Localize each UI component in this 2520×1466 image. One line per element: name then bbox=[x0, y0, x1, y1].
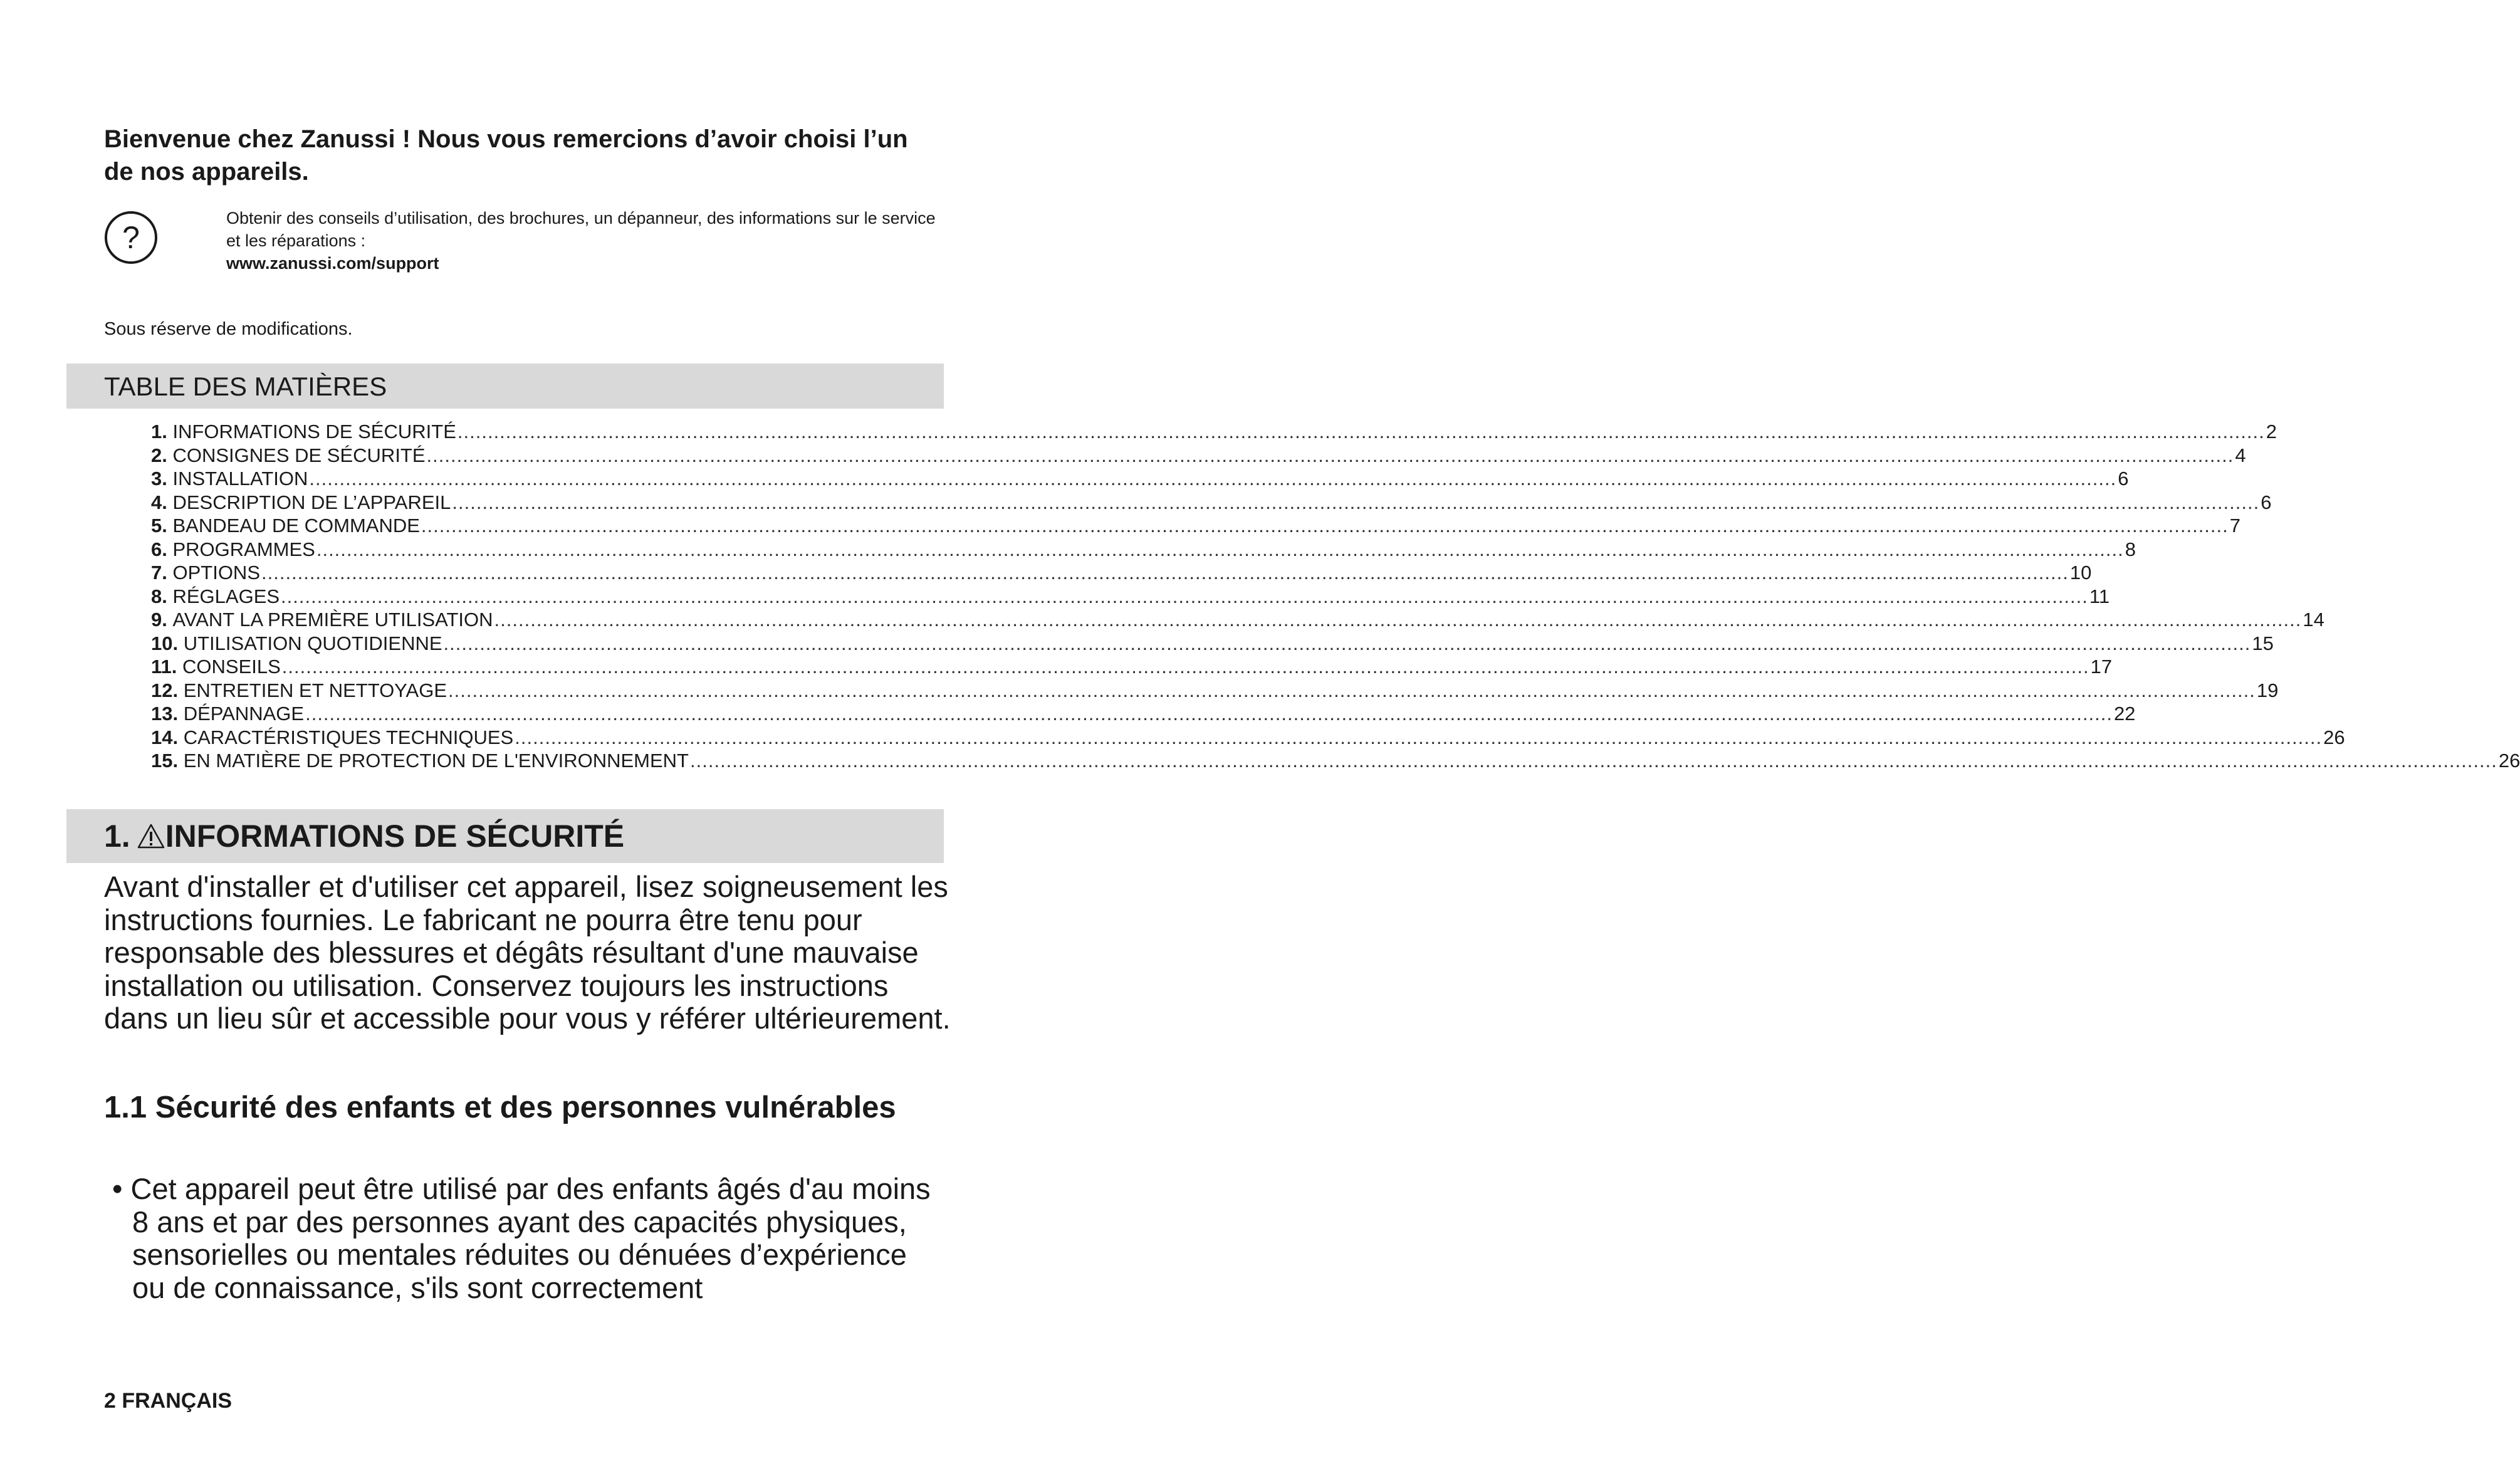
toc-entry-label: DÉPANNAGE bbox=[183, 703, 305, 725]
toc-entry-page: 6 bbox=[2118, 468, 2129, 490]
toc-entry-page: 19 bbox=[2256, 679, 2279, 701]
toc-entry-number: 13. bbox=[151, 703, 179, 725]
toc-leader-dots: ............................................................................................................................................................................................................................................................................................................ bbox=[281, 656, 2089, 678]
toc-entry-number: 2. bbox=[151, 444, 167, 466]
toc-entry-number: 4. bbox=[151, 491, 167, 513]
toc-entry[interactable] bbox=[151, 467, 2129, 491]
toc-entry-page: 22 bbox=[2113, 703, 2136, 725]
table-of-contents bbox=[151, 420, 2520, 773]
toc-entry-number: 14. bbox=[151, 726, 179, 748]
support-text: Obtenir des conseils d’utilisation, des brochures, un dépanneur, des informations sur le service et les réparations : bbox=[226, 209, 936, 250]
toc-entry-label: RÉGLAGES bbox=[172, 585, 280, 607]
list-item: • Cet appareil peut être utilisé par des enfants âgés d'au moins 8 ans et par des personnes ayant des capacités physiques, sensorielles ou mentales réduites ou dénuées d’expérience ou de connaissance, s'ils sont correctement bbox=[112, 1172, 931, 1304]
question-mark-icon bbox=[104, 211, 158, 264]
toc-leader-dots: ............................................................................................................................................................................................................................................................................................................ bbox=[457, 421, 2265, 442]
toc-header-band bbox=[66, 364, 944, 409]
toc-entry-number: 8. bbox=[151, 585, 167, 607]
toc-entry-page: 8 bbox=[2125, 538, 2136, 560]
toc-entry[interactable] bbox=[151, 608, 2324, 632]
toc-leader-dots: ............................................................................................................................................................................................................................................................................................................ bbox=[421, 515, 2229, 537]
toc-entry-number: 15. bbox=[151, 750, 179, 772]
toc-entry[interactable] bbox=[151, 749, 2520, 773]
toc-entry-page: 11 bbox=[2089, 585, 2110, 607]
toc-entry-number: 5. bbox=[151, 515, 167, 537]
toc-entry[interactable] bbox=[151, 655, 2113, 679]
support-link[interactable]: www.zanussi.com/support bbox=[226, 254, 439, 273]
section-title-text: INFORMATIONS DE SÉCURITÉ bbox=[165, 819, 625, 854]
toc-entry[interactable] bbox=[151, 561, 2092, 585]
toc-entry[interactable] bbox=[151, 444, 2246, 468]
toc-entry-label: DESCRIPTION DE L’APPAREIL bbox=[172, 491, 451, 513]
toc-entry-page: 26 bbox=[2323, 726, 2345, 748]
toc-entry-label: CONSIGNES DE SÉCURITÉ bbox=[172, 444, 426, 466]
toc-title: TABLE DES MATIÈRES bbox=[104, 372, 387, 401]
svg-text:?: ? bbox=[122, 220, 140, 255]
toc-entry-number: 7. bbox=[151, 562, 167, 584]
toc-leader-dots: ............................................................................................................................................................................................................................................................................................................ bbox=[281, 585, 2088, 607]
toc-entry-page: 2 bbox=[2266, 421, 2277, 442]
toc-entry[interactable] bbox=[151, 632, 2274, 656]
toc-leader-dots: ............................................................................................................................................................................................................................................................................................................ bbox=[448, 679, 2256, 701]
toc-entry-page: 17 bbox=[2090, 656, 2113, 678]
toc-entry[interactable] bbox=[151, 538, 2136, 562]
section-header-band bbox=[66, 809, 944, 863]
toc-entry-label: EN MATIÈRE DE PROTECTION DE L'ENVIRONNEMENT bbox=[183, 750, 689, 772]
toc-entry-page: 26 bbox=[2498, 750, 2520, 772]
toc-entry-number: 9. bbox=[151, 609, 167, 631]
toc-entry-label: CONSEILS bbox=[182, 656, 281, 678]
toc-entry-number: 11. bbox=[151, 656, 177, 678]
welcome-heading: Bienvenue chez Zanussi ! Nous vous remercions d’avoir choisi l’un de nos appareils. bbox=[104, 125, 908, 186]
toc-entry-label: ENTRETIEN ET NETTOYAGE bbox=[183, 679, 447, 701]
toc-entry-label: INSTALLATION bbox=[172, 468, 308, 490]
page-footer: 2 FRANÇAIS bbox=[104, 1389, 233, 1413]
toc-entry[interactable] bbox=[151, 702, 2136, 726]
toc-entry-label: AVANT LA PREMIÈRE UTILISATION bbox=[172, 609, 493, 631]
toc-leader-dots: ............................................................................................................................................................................................................................................................................................................ bbox=[261, 562, 2069, 584]
toc-entry-number: 12. bbox=[151, 679, 179, 701]
section-number: 1. bbox=[104, 819, 130, 854]
toc-entry-page: 14 bbox=[2303, 609, 2324, 631]
toc-entry-number: 6. bbox=[151, 538, 167, 560]
toc-entry-page: 6 bbox=[2261, 491, 2272, 513]
toc-entry-page: 10 bbox=[2069, 562, 2092, 584]
toc-leader-dots: ............................................................................................................................................................................................................................................................................................................ bbox=[690, 750, 2497, 772]
toc-entry-number: 10. bbox=[151, 632, 179, 654]
toc-entry-label: BANDEAU DE COMMANDE bbox=[172, 515, 420, 537]
section-title bbox=[104, 817, 624, 856]
toc-leader-dots: ............................................................................................................................................................................................................................................................................................................ bbox=[515, 726, 2323, 748]
toc-entry-label: INFORMATIONS DE SÉCURITÉ bbox=[172, 421, 456, 442]
toc-entry-label: CARACTÉRISTIQUES TECHNIQUES bbox=[183, 726, 514, 748]
toc-entry-page: 4 bbox=[2235, 444, 2246, 466]
toc-entry-number: 3. bbox=[151, 468, 167, 490]
toc-entry-label: UTILISATION QUOTIDIENNE bbox=[183, 632, 442, 654]
toc-entry[interactable] bbox=[151, 679, 2279, 703]
toc-entry[interactable] bbox=[151, 491, 2272, 515]
toc-leader-dots: ............................................................................................................................................................................................................................................................................................................ bbox=[309, 468, 2117, 490]
intro-paragraph: Avant d'installer et d'utiliser cet appareil, lisez soigneusement les instructions fournies. Le fabricant ne pourra être tenu pour responsable des blessures et dégâts résultant d'une mauvaise installation ou utilisation. Conservez toujours les instructions dans un lieu sûr et accessible pour vous y référer ultérieurement. bbox=[104, 870, 951, 1035]
toc-entry[interactable] bbox=[151, 585, 2110, 609]
toc-entry-label: PROGRAMMES bbox=[172, 538, 315, 560]
toc-leader-dots: ............................................................................................................................................................................................................................................................................................................ bbox=[305, 703, 2113, 725]
toc-entry[interactable] bbox=[151, 726, 2345, 750]
toc-entry[interactable] bbox=[151, 420, 2277, 444]
support-info bbox=[226, 207, 944, 275]
toc-leader-dots: ............................................................................................................................................................................................................................................................................................................ bbox=[452, 491, 2260, 513]
toc-leader-dots: ............................................................................................................................................................................................................................................................................................................ bbox=[426, 444, 2234, 466]
toc-entry-label: OPTIONS bbox=[172, 562, 260, 584]
subsection-title: 1.1 Sécurité des enfants et des personnes vulnérables bbox=[104, 1091, 896, 1124]
bullet-text: Cet appareil peut être utilisé par des enfants âgés d'au moins 8 ans et par des personnes ayant des capacités physiques, sensorielles ou mentales réduites ou dénuées d’expérience ou de connaissance, s'ils sont correctement bbox=[130, 1172, 931, 1304]
toc-leader-dots: ............................................................................................................................................................................................................................................................................................................ bbox=[443, 632, 2251, 654]
toc-entry-page: 7 bbox=[2229, 515, 2241, 537]
toc-entry-number: 1. bbox=[151, 421, 167, 442]
toc-entry[interactable] bbox=[151, 514, 2241, 538]
toc-entry-page: 15 bbox=[2252, 632, 2274, 654]
reserve-notice: Sous réserve de modifications. bbox=[104, 319, 353, 339]
warning-triangle-icon bbox=[137, 823, 165, 849]
toc-leader-dots: ............................................................................................................................................................................................................................................................................................................ bbox=[316, 538, 2124, 560]
toc-leader-dots: ............................................................................................................................................................................................................................................................................................................ bbox=[494, 609, 2302, 631]
